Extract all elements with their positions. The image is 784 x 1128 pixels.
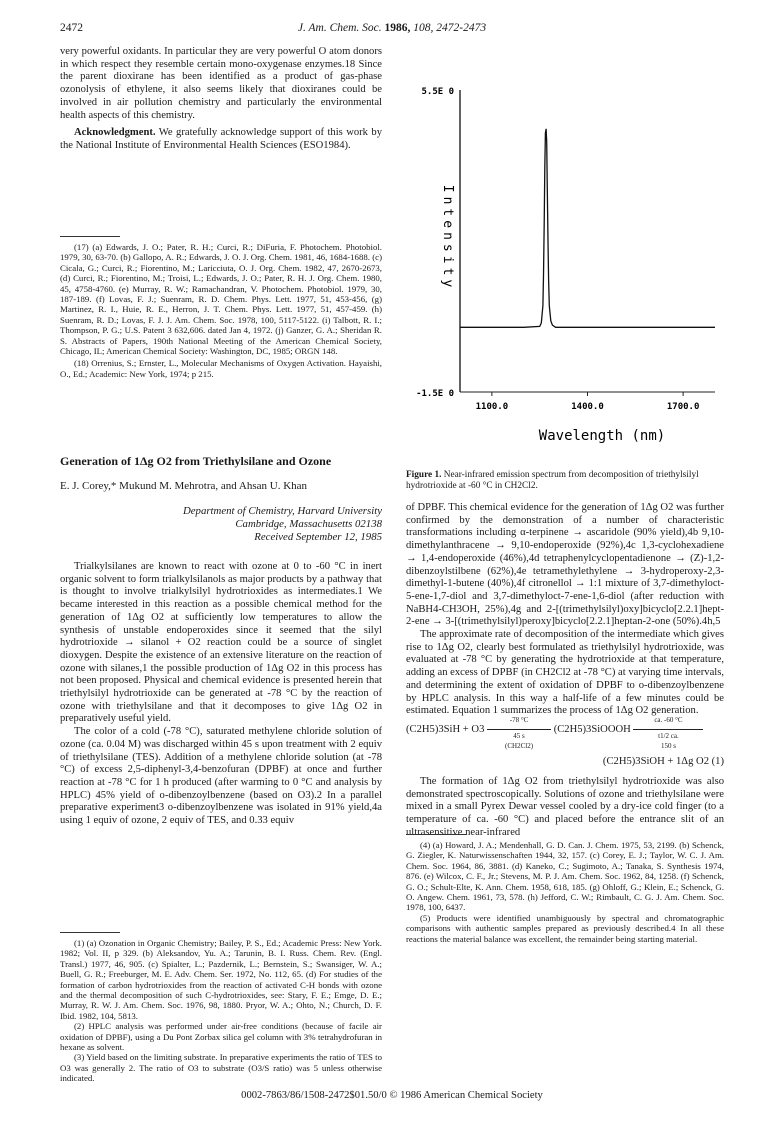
affiliation-department: Department of Chemistry, Harvard University <box>182 505 382 517</box>
x-tick-label: 1700.0 <box>666 402 700 412</box>
body-paragraph: The approximate rate of decomposition of the intermediate which gives rise to 1Δg O2, clearly best formulated as triethylsilyl hydrotrioxide, was evaluated at -78 °C by generating the hydrotrioxide at that temperature, adding an excess of DPBF (in CH2Cl2 at -78 °C) at varying time intervals, and determining the extent of oxidation of DPBF to o-dibenzoylbenzene by HPLC analysis. In this way a half-life of a few minutes could be estimated. Equation 1 summarizes the process of 1Δg O2 generation. <box>406 629 724 717</box>
affiliation <box>60 505 382 544</box>
equation-1-line1 <box>406 716 703 751</box>
arrow-2-line <box>633 729 703 730</box>
body-paragraph: of DPBF. This chemical evidence for the generation of 1Δg O2 was further confirmed by the demonstration of a number of characteristic transformations including α-terpinene → ascaridole (90% yield),4b 9,10-dimethylanthracene → 9,10-endoperoxide (92%),4c 1,3-cyclohexadiene → 1,4-endoperoxide (46%),4d tetraphenylcyclopentadienone → (Z)-1,2-dibenzoylstilbene (62%),4e tetramethylethylene → 3-hydroperoxy-2,3-dimethyl-1-butene (40%),4f citronellol → 1:1 mixture of 3,7-dimethyloct-5-ene-1,7-diol and 3,7-dimethyloct-7-ene-1,6-diol (after reduction with NaBH4-CH3OH, 25%),4g and 2-[(trimethylsilyl)oxy]bicyclo[2.2.1]hept-2-ene → 3-[(trimethylsilyl)peroxy]bicyclo[2.2.1]heptan-2-one (50%).4h,5 <box>406 502 724 628</box>
equation-arrow-2 <box>633 716 703 751</box>
running-header <box>60 22 724 38</box>
acknowledgment <box>60 127 382 152</box>
references-left <box>60 938 382 1084</box>
equation-1-line2: (C2H5)3SiOH + 1Δg O2 (1) <box>602 756 724 767</box>
arrow-2-condition: ca. -60 °C <box>654 716 683 725</box>
figure-caption-label: Figure 1. <box>406 470 442 480</box>
arrow-2-halflife: t1/2 ca. <box>658 732 679 741</box>
footnote-divider <box>60 236 120 237</box>
reference-18: (18) Orrenius, S.; Ernster, L., Molecular Mechanisms of Oxygen Activation. Hayaishi, O., Ed.; Academic: New York, 1974; p 215. <box>60 358 382 379</box>
arrow-1-condition: -78 °C <box>509 716 529 725</box>
previous-article-text: very powerful oxidants. In particular they are very powerful O atom donors in which respect they resemble certain mono-oxygenase enzymes.18 Since the parent dioxirane has been identified as a product of gas-phase ozonolysis of ethylene, it also seems likely that dioxiranes could be involved in air pollution chemistry and particularly the environmental health aspects of this chemistry. <box>60 46 382 121</box>
journal-pages: 108, 2472-2473 <box>413 22 487 34</box>
page-footer: 0002-7863/86/1508-2472$01.50/0 © 1986 American Chemical Society <box>241 1090 543 1101</box>
arrow-1-time: 45 s <box>513 732 525 741</box>
reference-1: (1) (a) Ozonation in Organic Chemistry; Bailey, P. S., Ed.; Academic Press: New York. 1982; Vol. II, p 329. (b) Aleksandov, Yu. A.; Tarunin, B. I. Russ. Chem. Rev. (Engl. Transl.) 1977, 46, 905. (c) Spialter, L.; Pazdernik, L.; Bernstein, S.; Swansiger, W. A.; Buell, G. R.; Freeburger, M. E. Adv. Chem. Ser. 1972, No. 112, 65. (d) For studies of the formation of carbon hydrotrioxides from the reaction of activated C-H bonds with ozone and the thermal decomposition of such C-hydrotrioxides, see: Stary, F. E.; Emge, D. E.; Murray, R. W. J. Am. Chem. Soc. 1976, 98, 1880. Pryor, W. A.; Ohto, N.; Church, D. F. Ibid. 1982, 104, 5813. <box>60 938 382 1021</box>
article-body-left <box>60 561 382 828</box>
body-paragraph: The color of a cold (-78 °C), saturated methylene chloride solution of ozone (ca. 0.04 M) was discharged within 45 s upon treatment with 2 equiv of triethylsilane (TES). Addition of a methylene chloride solution (at -78 °C) of excess 2,5-diphenyl-3,4-benzofuran (DPBF) at once and further reaction at -78 °C for 1 h produced (after warming to 0 °C and analysis by HPLC) 45% yield of o-dibenzoylbenzene (based on O3).2 In a parallel preparative experiment3 o-dibenzoylbenzene was isolated in 91% yield,4a using 1 equiv of ozone, 2 equiv of TES, and 0.33 equiv <box>60 726 382 827</box>
page-number: 2472 <box>60 22 83 34</box>
article-body-right <box>406 502 724 718</box>
body-paragraph: Trialkylsilanes are known to react with ozone at 0 to -60 °C in inert organic solvent to form trialkylsilanols as major products by a pathway that is thought to involve trialkylsilyl hydrotrioxides as intermediates.1 We became interested in this reaction as a possible chemical method for the generation of 1Δg O2 at sufficiently low temperatures to allow the synthesis of unstable endoperoxides since it seemed that the silyl hydrotrioxide → silanol + O2 reaction could be a source of singlet dioxygen. Despite the existence of an extensive literature on the reaction of ozone with silanes,1 the possible production of 1Δg O2 in this process has not been proposed. Physical and chemical evidence is presented herein that triethylsilyl hydrotrioxide can be generated at -78 °C by the reaction of ozone with triethylsilane and that it decomposes to give 1Δg O2 in preparatively useful yield. <box>60 561 382 725</box>
journal-citation <box>60 22 724 34</box>
reference-17: (17) (a) Edwards, J. O.; Pater, R. H.; Curci, R.; DiFuria, F. Photochem. Photobiol. 1979, 30, 63-70. (b) Gallopo, A. R.; Edwards, J. O. J. Org. Chem. 1981, 46, 1684-1688. (c) Cicala, G.; Curci, R.; Fiorentino, M.; Laricciuta, O. J. Org. Chem. 1982, 47, 2670-2673, (d) Curci, R.; Fiorentino, M.; Troisi, L.; Edwards, J. O.; Pater, R. H. J. Org. Chem. 1980, 45, 4758-4760. (e) Murray, R. W.; Ramachandran, V. Photochem. Photobiol. 1979, 30, 187-189. (f) Lovas, F. J.; Suenram, R. D. Chem. Phys. Lett. 1977, 51, 453-456, (g) Martinez, R. I., Huie, R. E., Herron, J. T. Chem. Phys. Lett. 1977, 51, 457-459. (h) Suenram, R. D.; Lovas, F. J. J. Am. Chem. Soc. 1978, 100, 5117-5122. (i) Talbott, R. I.; Thompson, P. G.; U.S. Patent 3 632,606. dated Jan 4, 1972. (j) Ganzer, G. A.; Sheridan R. S. Abstracts of Papers, 190th National Meeting of the American Chemical Society, Chicago, IL; American Chemical Society: Washington, DC, 1985; ORGN 148. <box>60 242 382 357</box>
footnote-divider <box>60 932 120 933</box>
equation-arrow-1 <box>487 716 551 751</box>
reference-5: (5) Products were identified unambiguously by spectral and chromatographic comparisons with authentic samples prepared as previously described.4 In all these reactions the material balance was excellent, the remainder being starting material. <box>406 912 724 944</box>
journal-year: 1986, <box>384 22 411 34</box>
arrow-2-time: 150 s <box>660 742 676 751</box>
x-tick-label: 1100.0 <box>475 402 509 412</box>
x-tick-label: 1400.0 <box>571 402 604 412</box>
spectrum-figure <box>416 80 720 475</box>
article-title: Generation of 1Δg O2 from Triethylsilane and Ozone <box>60 454 332 468</box>
figure-caption <box>406 470 724 492</box>
x-axis-title: Wavelength (nm) <box>538 428 666 444</box>
spectrum-series-line <box>460 129 715 327</box>
y-axis-title: Intensity <box>440 184 455 292</box>
equation-intermediate: (C2H5)3SiOOOH <box>553 724 631 735</box>
acknowledgment-text: We gratefully acknowledge support of this work by the National Institute of Environmental Health Sciences (ESO1984). <box>60 127 382 151</box>
previous-article-end <box>60 46 382 153</box>
article-authors: E. J. Corey,* Mukund M. Mehrotra, and Ahsan U. Khan <box>60 480 308 492</box>
article-body-right-cont <box>406 776 724 840</box>
figure-caption-text: Near-infrared emission spectrum from decomposition of triethylsilyl hydrotrioxide at -60 °C in CH2Cl2. <box>406 470 699 491</box>
arrow-1-solvent: (CH2Cl2) <box>505 742 534 751</box>
received-date: Received September 12, 1985 <box>254 531 382 543</box>
references-right <box>406 840 724 944</box>
equation-reactants: (C2H5)3SiH + O3 <box>406 724 485 735</box>
y-top-label: 5.5E 0 <box>421 87 454 97</box>
references-previous <box>60 242 382 379</box>
acknowledgment-label: Acknowledgment. <box>74 127 156 139</box>
journal-name: J. Am. Chem. Soc. <box>297 22 382 34</box>
reference-3: (3) Yield based on the limiting substrate. In preparative experiments the ratio of TES to O3 was generally 2. The ratio of O3 to substrate (O3/S ratio) was 5 unless otherwise indicated. <box>60 1052 382 1084</box>
arrow-1-line <box>487 729 551 730</box>
body-paragraph: The formation of 1Δg O2 from triethylsilyl hydrotrioxide was also demonstrated spectroscopically. Solutions of ozone and triethylsilane were mixed in a small Pyrex Dewar vessel cooled by a dry-ice cold finger (to a temperature of ca. -60 °C) and placed before the entrance slit of an ultrasensitive near-infrared <box>406 776 724 838</box>
y-bottom-label: -1.5E 0 <box>416 389 454 399</box>
reference-4: (4) (a) Howard, J. A.; Mendenhall, G. D. Can. J. Chem. 1975, 53, 2199. (b) Schenck, G. Ziegler, K. Naturwissenschaften 1944, 32, 157. (c) Corey, E. J.; Taylor, W. C. J. Am. Chem. Soc. 1964, 86, 3881. (d) Kaneko, C.; Sugimoto, A.; Tanaka, S. Synthesis 1974, 876. (e) Wilcox, C. F., Jr.; Stevens, M. P. J. Am. Chem. Soc. 1962, 84, 1258. (f) Schenck, G. O.; Schult-Elte, K. Ann. Chem. 1958, 618, 185. (g) Ohloff, G.; Klein, E.; Schenck, G. O. Angew. Chem. 1961, 73, 578. (h) Jefford, C. W.; Rimbault, C. G. J. Am. Chem. Soc. 1978, 100, 6437. <box>406 840 724 913</box>
reference-2: (2) HPLC analysis was performed under air-free conditions (because of facile air oxidation of DPBF), using a Du Pont Zorbax silica gel column with 3% tetrahydrofuran in hexane as solvent. <box>60 1021 382 1053</box>
footnote-divider <box>406 834 466 835</box>
affiliation-city: Cambridge, Massachusetts 02138 <box>235 518 382 530</box>
